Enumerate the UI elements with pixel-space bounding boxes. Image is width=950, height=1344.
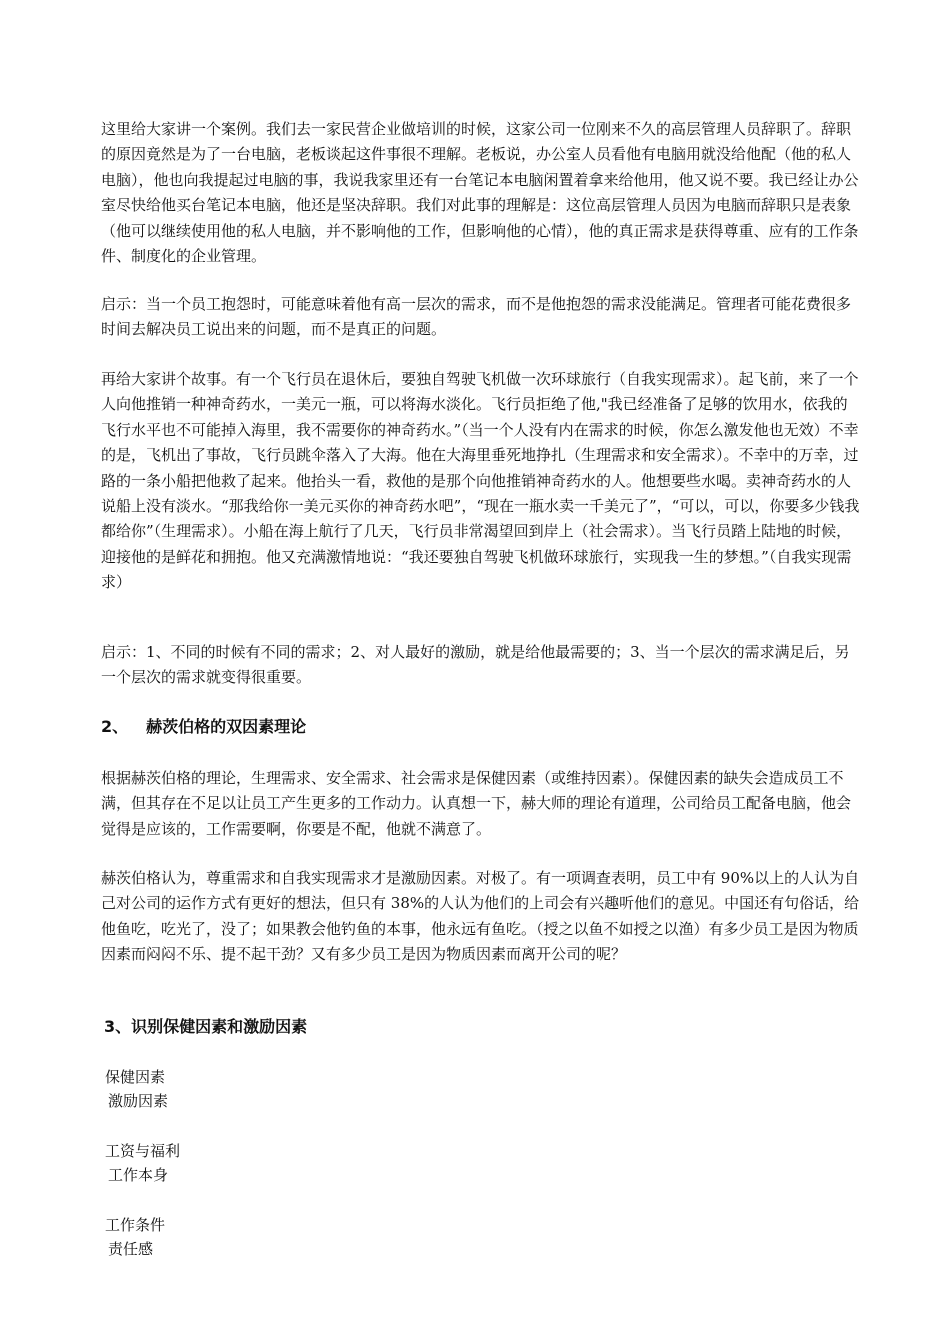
motivator-paragraph: 赫茨伯格认为，尊重需求和自我实现需求才是激励因素。对极了。有一项调查表明，员工中有 90%以上的人认为自己对公司的运作方式有更好的想法，但只有 38%的人认为他们的上司会有兴趣听他们的意见。中国还有句俗话，给他鱼吃，吃光了，没了；如果教会他钓鱼的本事，他永远有鱼吃。（授之以鱼不如授之以渔）有多少员工是因为物质因素而闷闷不乐、提不起干劲？又有多少员工是因为物质因素而离开公司的呢？ <box>101 869 860 964</box>
case-paragraph: 这里给大家讲一个案例。我们去一家民营企业做培训的时候，这家公司一位刚来不久的高层管理人员辞职了。辞职的原因竟然是为了一台电脑，老板谈起这件事很不理解。老板说，办公室人员看他有电脑用就没给他配（他的私人电脑），他也向我提起过电脑的事，我说我家里还有一台笔记本电脑闲置着拿来给他用，他又说不要。我已经让办公室尽快给他买台笔记本电脑，他还是坚决辞职。我们对此事的理解是：这位高层管理人员因为电脑而辞职只是表象（他可以继续使用他的私人电脑，并不影响他的工作，但影响他的心情），他的真正需求是获得尊重、应有的工作条件、制度化的企业管理。 <box>101 120 859 266</box>
herzberg-paragraph: 根据赫茨伯格的理论，生理需求、安全需求、社会需求是保健因素（或维持因素）。保健因素的缺失会造成员工不满，但其存在不足以让员工产生更多的工作动力。认真想一下，赫大师的理论有道理，公司给员工配备电脑，他会觉得是应该的，工作需要啊，你要是不配，他就不满意了。 <box>101 769 852 838</box>
motivator-cell: 责任感 <box>108 1240 154 1258</box>
motivator-header-cell: 激励因素 <box>108 1092 169 1110</box>
section-heading-3: 3、识别保健因素和激励因素 <box>104 1017 308 1036</box>
hygiene-cell: 工资与福利 <box>105 1142 181 1160</box>
insight-paragraph-2: 启示：1、不同的时候有不同的需求；2、对人最好的激励，就是给他最需要的；3、当一个层次的需求满足后，另一个层次的需求就变得很重要。 <box>101 643 850 687</box>
hygiene-header-cell: 保健因素 <box>105 1068 166 1086</box>
hygiene-cell: 工作条件 <box>105 1216 166 1234</box>
story-paragraph: 再给大家讲个故事。有一个飞行员在退休后，要独自驾驶飞机做一次环球旅行（自我实现需求）。起飞前，来了一个人向他推销一种神奇药水，一美元一瓶，可以将海水淡化。飞行员拒绝了他,"我已经准备了足够的饮用水，依我的飞行水平也不可能掉入海里，我不需要你的神奇药水。”（当一个人没有内在需求的时候，你怎么激发他也无效）不幸的是，飞机出了事故，飞行员跳伞落入了大海。他在大海里垂死地挣扎（生理需求和安全需求）。不幸中的万幸，过路的一条小船把他救了起来。他抬头一看，救他的是那个向他推销神奇药水的人。他想要些水喝。卖神奇药水的人说船上没有淡水。“那我给你一美元买你的神奇药水吧”，“现在一瓶水卖一千美元了”，“可以，可以，你要多少钱我都给你”（生理需求）。小船在海上航行了几天，飞行员非常渴望回到岸上（社会需求）。当飞行员踏上陆地的时候，迎接他的是鲜花和拥抱。他又充满激情地说：“我还要独自驾驶飞机做环球旅行，实现我一生的梦想。”（自我实现需求） <box>101 370 860 592</box>
motivator-cell: 工作本身 <box>108 1166 169 1184</box>
section-heading-2-title: 赫茨伯格的双因素理论 <box>146 717 307 736</box>
section-heading-2 <box>101 716 306 738</box>
insight-paragraph-1: 启示：当一个员工抱怨时，可能意味着他有高一层次的需求，而不是他抱怨的需求没能满足。管理者可能花费很多时间去解决员工说出来的问题，而不是真正的问题。 <box>101 295 852 339</box>
section-heading-2-number: 2、 <box>101 717 129 736</box>
